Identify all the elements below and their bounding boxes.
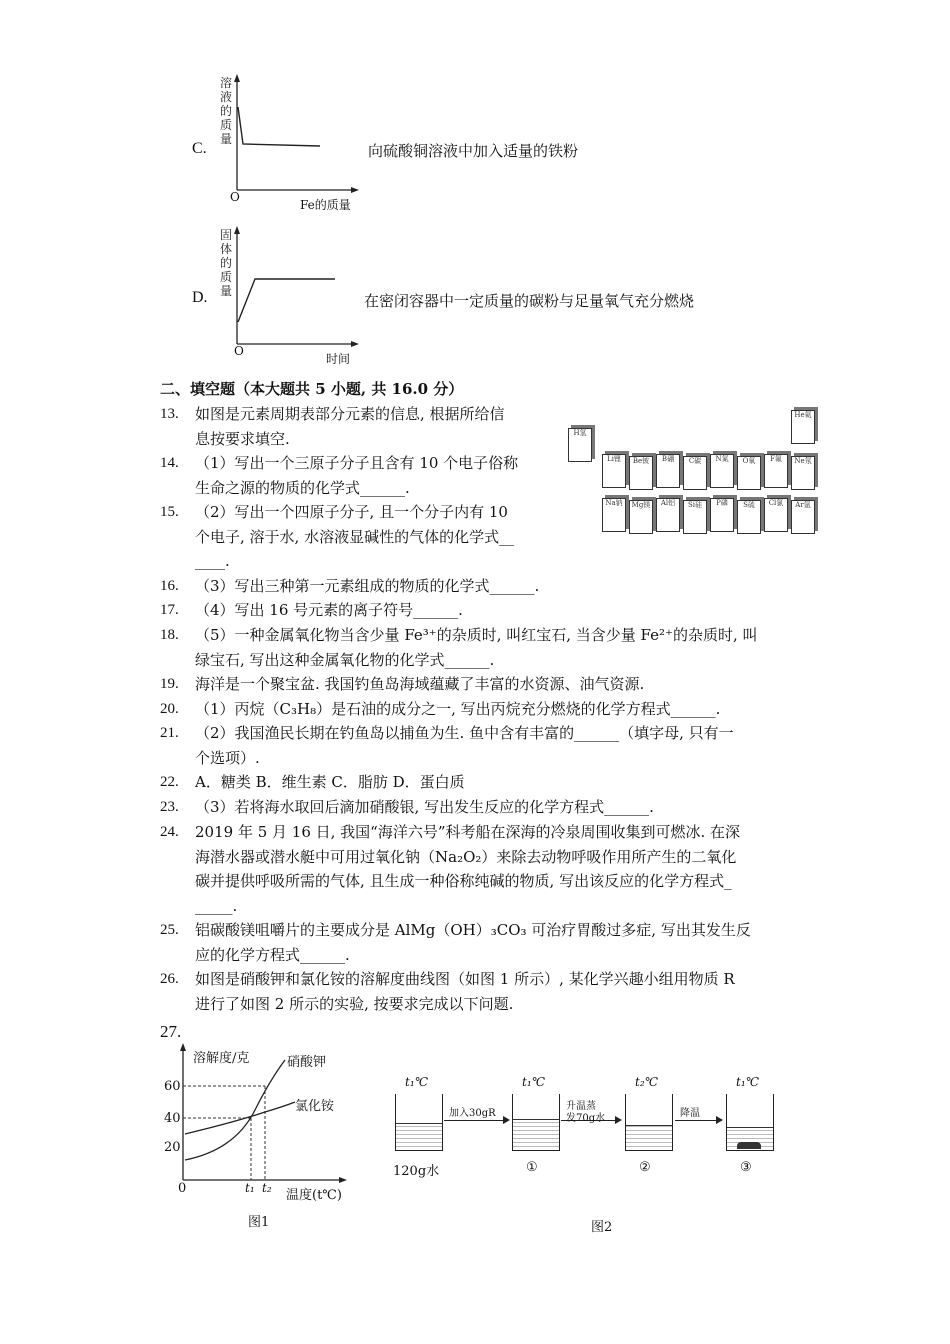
graph-c-y-arrow [234,74,240,82]
question-line: 个电子, 溶于水, 水溶液显碱性的气体的化学式__ [195,527,515,546]
periodic-cell: Al铝 [656,498,680,532]
question-line: 海潜水器或潜水艇中可用过氧化钠（Na₂O₂）来除去动物呼吸作用所产生的二氧化 [195,847,737,866]
question-number: 21. [160,725,179,741]
periodic-cell: Na钠 [602,498,626,532]
periodic-cell: He氦 [791,410,815,444]
periodic-cell: Si硅 [683,500,707,534]
fig2-arrow-head [615,1116,622,1124]
question-line: 个选项）. [195,748,260,767]
fig2-beaker-label: 120g水 [393,1164,440,1179]
periodic-cell: Ne氖 [791,456,815,490]
fig2-caption: 图2 [591,1220,613,1235]
option-d-letter: D. [192,289,208,306]
option-d-description: 在密闭容器中一定质量的碳粉与足量氧气充分燃烧 [364,292,695,310]
question-line: 绿宝石, 写出这种金属氧化物的化学式______. [195,650,495,669]
fig1-caption: 图1 [248,1215,270,1230]
question-number: 19. [160,676,179,692]
question-line: 如图是硝酸钾和氯化铵的溶解度曲线图（如图 1 所示）, 某化学兴趣小组用物质 R [195,970,735,988]
periodic-cell: F氟 [764,454,788,488]
option-c-description: 向硫酸铜溶液中加入适量的铁粉 [368,142,579,160]
graph-d-x-label: 时间 [326,352,351,366]
fig2-solution [396,1123,442,1150]
question-number: 22. [160,774,179,790]
question-line: （2）我国渔民长期在钓鱼岛以捕鱼为生. 鱼中含有丰富的______（填字母, 只有一 [195,724,734,742]
periodic-cell: Cl氯 [764,498,788,532]
question-number: 25. [160,922,179,938]
question-line: （1）丙烷（C₃H₈）是石油的成分之一, 写出丙烷充分燃烧的化学方程式______. [195,700,721,718]
graph-c-x-label: Fe的质量 [300,198,351,212]
fig2-arrow-label: 降温 [680,1108,700,1119]
fig1-x-axis-label: 温度(t℃) [286,1188,342,1203]
fig1-origin: 0 [178,1181,187,1196]
option-c-letter: C. [192,140,207,157]
question-line: 如图是元素周期表部分元素的信息, 根据所给信 [195,405,505,423]
fig2-crystals [737,1142,761,1149]
question-line: 息按要求填空. [195,429,290,448]
periodic-cell: P磷 [710,498,734,532]
graph-d [225,222,365,352]
question-line: 海洋是一个聚宝盆. 我国钓鱼岛海域蕴藏了丰富的水资源、油气资源. [195,675,645,693]
question-line: ____. [195,552,230,570]
question-number: 26. [160,971,179,987]
fig1-curve-nh4cl-label: 氯化铵 [295,1099,335,1114]
question-number: 14. [160,455,179,471]
fig2-arrow-head [716,1116,723,1124]
fig1-x-arrow [339,1177,347,1183]
fig1-x-tick-t1: t₁ [245,1181,255,1195]
fig2-beaker [726,1094,774,1151]
question-line: （5）一种金属氧化物当含少量 Fe³⁺的杂质时, 叫红宝石, 当含少量 Fe²⁺的杂质时, 叫 [195,626,758,644]
periodic-cell: C碳 [683,456,707,490]
question-line: （1）写出一个三原子分子且含有 10 个电子俗称 [195,454,519,472]
question-line: （4）写出 16 号元素的离子符号______. [195,601,463,619]
periodic-cell: O氧 [737,456,761,490]
graph-d-y-label: 固体的质量 [219,228,232,298]
question-number: 23. [160,799,179,815]
graph-c-origin: O [230,190,240,204]
graph-c-y-label: 溶液的质量 [219,76,232,146]
section-title: 二、填空题（本大题共 5 小题, 共 16.0 分） [160,380,464,398]
fig2-beaker [512,1094,560,1151]
question-line: 铝碳酸镁咀嚼片的主要成分是 AlMg（OH）₃CO₃ 可治疗胃酸过多症, 写出其发生反 [195,921,751,939]
question-line: 进行了如图 2 所示的实验, 按要求完成以下问题. [195,994,514,1013]
graph-d-x-arrow [351,341,359,347]
graph-d-y-arrow [234,226,240,234]
question-number: 17. [160,602,179,618]
question-line: （3）若将海水取回后滴加硝酸银, 写出发生反应的化学方程式______. [195,798,654,816]
question-line: 应的化学方程式______. [195,945,350,964]
fig2-beaker-temp: t₂℃ [635,1075,659,1089]
graph-c-x-arrow [351,187,359,193]
fig2-solution [626,1125,672,1150]
question-number: 16. [160,578,179,594]
fig2-beaker-temp: t₁℃ [522,1075,546,1089]
periodic-cell: Be铍 [629,456,653,490]
question-line: 生命之源的物质的化学式______. [195,478,410,497]
question-line: （3）写出三种第一元素组成的物质的化学式______. [195,577,540,595]
fig2-beaker-label: ② [639,1160,651,1175]
fig2-arrow-label: 发70g水 [566,1113,606,1124]
periodic-cell: B硼 [656,454,680,488]
graph-d-curve [238,279,335,322]
graph-c-curve [238,107,320,146]
fig2-arrow [675,1120,721,1121]
question-line: 2019 年 5 月 16 日, 我国“海洋六号”科考船在深海的冷泉周围收集到可燃冰. 在深 [195,823,741,841]
question-number: 18. [160,627,179,643]
fig2-arrow-label: 加入30gR [449,1108,496,1119]
fig1-y-axis-label: 溶解度/克 [193,1051,250,1066]
fig2-arrow [444,1120,508,1121]
fig1-y-tick-40: 40 [164,1111,181,1126]
fig1-y-tick-60: 60 [164,1079,181,1094]
periodic-cell: N氮 [710,454,734,488]
periodic-cell: H氢 [568,428,592,462]
fig1-y-arrow [180,1043,186,1051]
question-number: 15. [160,504,179,520]
fig2-beaker-label: ① [526,1160,538,1175]
graph-c [225,72,365,202]
periodic-cell: Ar氩 [791,500,815,534]
periodic-cell: Mg镁 [629,500,653,534]
fig2-beaker-label: ③ [740,1160,752,1175]
question-number: 13. [160,406,179,422]
fig2-beaker [395,1094,443,1151]
fig2-arrow-head [503,1116,510,1124]
fig2-beaker-temp: t₁℃ [405,1075,429,1089]
question-line: _____. [195,896,238,915]
question-line: A．糖类 B．维生素 C．脂肪 D．蛋白质 [195,773,465,791]
question-number: 24. [160,824,179,840]
fig2-solution [513,1119,559,1150]
periodic-cell: Li锂 [602,454,626,488]
fig2-beaker-temp: t₁℃ [736,1075,760,1089]
fig1-x-tick-t2: t₂ [262,1181,272,1195]
graph-d-origin: O [234,344,244,358]
fig2-beaker [625,1094,673,1151]
periodic-cell: S硫 [737,500,761,534]
fig2-arrow-label: 升温蒸 [566,1101,596,1112]
fig1-y-tick-20: 20 [164,1140,181,1155]
question-number: 20. [160,701,179,717]
question-line: 碳并提供呼吸所需的气体, 且生成一种俗称纯碱的物质, 写出该反应的化学方程式_ [195,872,732,890]
question-line: （2）写出一个四原子分子, 且一个分子内有 10 [195,503,508,521]
question-number: 27. [160,1022,182,1041]
fig1-curve-kno3-label: 硝酸钾 [287,1055,327,1070]
